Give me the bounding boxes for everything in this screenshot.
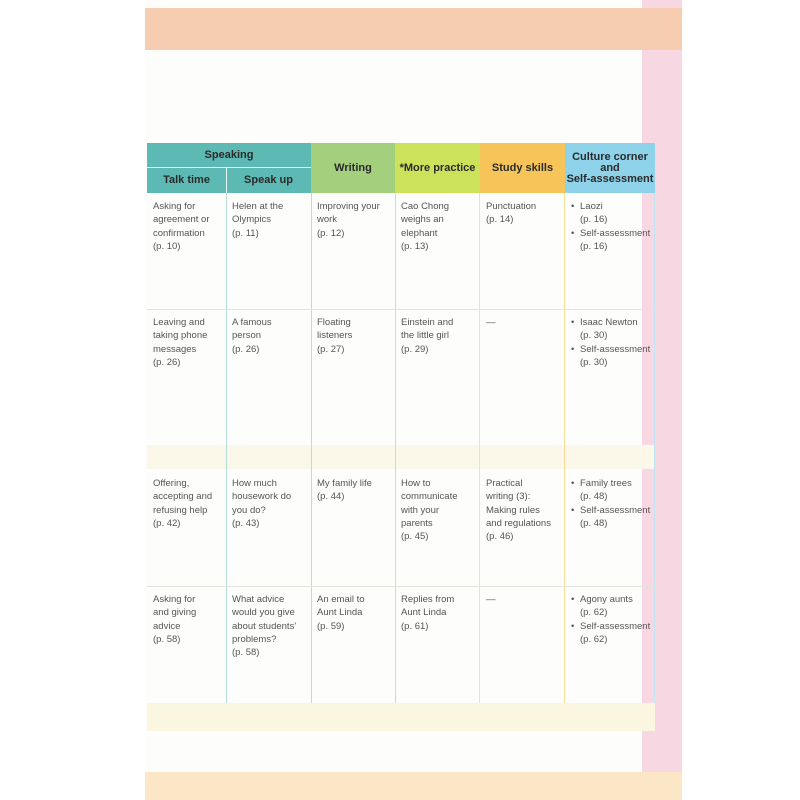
cell-line: messages	[153, 343, 197, 355]
cell-line: (p. 10)	[153, 240, 181, 252]
cell-line: parents	[401, 517, 433, 529]
culture-list-item	[571, 593, 650, 620]
cell-line: (p. 42)	[153, 517, 181, 529]
cell-study-skills	[486, 477, 551, 543]
header-culture-corner	[565, 143, 655, 193]
unit-divider-band	[147, 445, 655, 469]
cell-line: • Self-assessment	[580, 504, 651, 516]
culture-list-item	[571, 343, 650, 370]
cell-line: Cao Chong	[401, 201, 450, 212]
column-rule-more-practice	[479, 193, 480, 703]
cell-line: advice	[153, 620, 181, 632]
cell-line: (p. 48)	[580, 517, 608, 529]
cell-line: agreement or	[153, 214, 210, 226]
cell-line: Making rules	[486, 504, 540, 516]
cell-line: • Self-assessment	[580, 343, 651, 355]
cell-line: taking phone	[153, 330, 208, 342]
cell-study-skills	[486, 316, 496, 329]
cell-line: (p. 29)	[401, 343, 429, 355]
cell-line: (p. 30)	[580, 356, 608, 368]
cell-line: Floating	[317, 317, 351, 328]
column-rule-study-skills	[564, 193, 565, 703]
cell-line: (p. 26)	[153, 356, 181, 368]
cell-line: • Self-assessment	[580, 227, 651, 239]
cell-line: (p. 12)	[317, 227, 345, 239]
cell-line: (p. 62)	[580, 607, 608, 619]
cell-writing	[317, 593, 365, 633]
cell-line: (p. 58)	[232, 647, 260, 659]
cell-line: • Laozi	[580, 201, 603, 212]
cell-culture	[571, 477, 650, 530]
cell-line: accepting and	[153, 491, 213, 503]
cell-line: (p. 43)	[232, 517, 260, 529]
cell-line: (p. 45)	[401, 531, 429, 543]
cell-line: Olympics	[232, 214, 272, 226]
cell-more-practice	[401, 593, 454, 633]
cell-line: (p. 58)	[153, 633, 181, 645]
cell-line: My family life	[317, 478, 372, 489]
cell-line: weighs an	[401, 214, 444, 226]
culture-list-item	[571, 504, 650, 531]
cell-line: you do?	[232, 504, 266, 516]
cell-line: (p. 16)	[580, 240, 608, 252]
cell-line: Einstein and	[401, 317, 454, 328]
culture-list-item	[571, 200, 650, 227]
cell-line: Asking for	[153, 594, 196, 605]
cell-line: • Agony aunts	[580, 594, 633, 605]
top-color-band	[145, 8, 682, 50]
cell-culture	[571, 316, 650, 369]
cell-line: Replies from	[401, 594, 455, 605]
cell-line: What advice	[232, 594, 285, 605]
cell-more-practice	[401, 316, 453, 356]
cell-line: —	[486, 594, 496, 605]
cell-line: (p. 48)	[580, 491, 608, 503]
cell-line: writing (3):	[486, 491, 531, 503]
cell-speak-up	[232, 477, 291, 530]
cell-line: communicate	[401, 491, 458, 503]
cell-line: Leaving and	[153, 317, 205, 328]
cell-line: Helen at the	[232, 201, 284, 212]
cell-line: Offering,	[153, 478, 190, 489]
culture-list-item	[571, 316, 650, 343]
cell-talk-time	[153, 316, 207, 369]
cell-speak-up	[232, 200, 283, 240]
cell-writing	[317, 200, 380, 240]
cell-talk-time	[153, 200, 210, 253]
bottom-color-band	[145, 772, 682, 800]
cell-line: • Self-assessment	[580, 620, 651, 632]
cell-line: listeners	[317, 330, 353, 342]
cell-line: and giving	[153, 607, 197, 619]
cell-line: Aunt Linda	[317, 607, 363, 619]
cell-line: Aunt Linda	[401, 607, 447, 619]
cell-line: and regulations	[486, 517, 551, 529]
cell-line: the little girl	[401, 330, 450, 342]
cell-line: (p. 26)	[232, 343, 260, 355]
cell-line: problems?	[232, 633, 277, 645]
cell-line: work	[317, 214, 338, 226]
header-writing: Writing	[311, 143, 395, 193]
cell-writing	[317, 477, 372, 504]
cell-talk-time	[153, 593, 196, 646]
cell-speak-up	[232, 593, 296, 659]
cell-line: person	[232, 330, 262, 342]
cell-line: about students'	[232, 620, 297, 632]
header-culture-line: Self-assessment	[566, 172, 654, 185]
cell-more-practice	[401, 477, 458, 543]
header-culture-line: and	[600, 161, 620, 174]
cell-line: (p. 44)	[317, 491, 345, 503]
culture-list-item	[571, 620, 650, 647]
cell-talk-time	[153, 477, 212, 530]
cell-line: would you give	[232, 607, 295, 619]
header-more-practice: *More practice	[395, 143, 480, 193]
cell-line: (p. 27)	[317, 343, 345, 355]
cell-line: Improving your	[317, 201, 380, 212]
cell-line: How much	[232, 478, 277, 489]
cell-line: How to	[401, 478, 431, 489]
cell-line: (p. 14)	[486, 214, 514, 226]
header-study-skills: Study skills	[480, 143, 565, 193]
row-rule	[147, 309, 655, 310]
cell-line: (p. 13)	[401, 240, 429, 252]
cell-culture	[571, 200, 650, 253]
cell-line: (p. 46)	[486, 531, 514, 543]
cell-line: refusing help	[153, 504, 208, 516]
right-margin-strip	[642, 0, 682, 800]
cell-line: (p. 62)	[580, 633, 608, 645]
table-footer-band	[147, 703, 655, 731]
cell-line: with your	[401, 504, 440, 516]
cell-line: Asking for	[153, 201, 196, 212]
column-rule-culture	[654, 193, 655, 703]
cell-line: (p. 61)	[401, 620, 429, 632]
cell-line: (p. 11)	[232, 227, 259, 239]
cell-line: Practical	[486, 478, 523, 489]
header-speaking: Speaking	[147, 143, 311, 168]
cell-line: A famous	[232, 317, 272, 328]
cell-line: An email to	[317, 594, 365, 605]
cell-line: • Family trees	[580, 478, 632, 489]
column-rule-writing	[395, 193, 396, 703]
culture-list-item	[571, 477, 650, 504]
cell-line: Punctuation	[486, 201, 537, 212]
header-speak-up: Speak up	[226, 168, 311, 193]
cell-culture	[571, 593, 650, 646]
column-rule-speaking	[226, 193, 227, 703]
header-divider	[147, 167, 311, 168]
cell-speak-up	[232, 316, 272, 356]
cell-line: elephant	[401, 227, 438, 239]
cell-line: • Isaac Newton	[580, 317, 638, 328]
cell-writing	[317, 316, 352, 356]
cell-line: confirmation	[153, 227, 205, 239]
cell-line: (p. 16)	[580, 214, 608, 226]
cell-line: (p. 30)	[580, 330, 608, 342]
cell-line: (p. 59)	[317, 620, 345, 632]
cell-study-skills	[486, 593, 496, 606]
header-divider	[226, 168, 227, 193]
cell-more-practice	[401, 200, 449, 253]
header-culture-line: Culture corner	[572, 150, 648, 163]
header-talk-time: Talk time	[147, 168, 226, 193]
row-rule	[147, 586, 655, 587]
cell-study-skills	[486, 200, 536, 227]
column-rule-speaking	[311, 193, 312, 703]
cell-line: —	[486, 317, 496, 328]
culture-list-item	[571, 227, 650, 254]
cell-line: housework do	[232, 491, 292, 503]
